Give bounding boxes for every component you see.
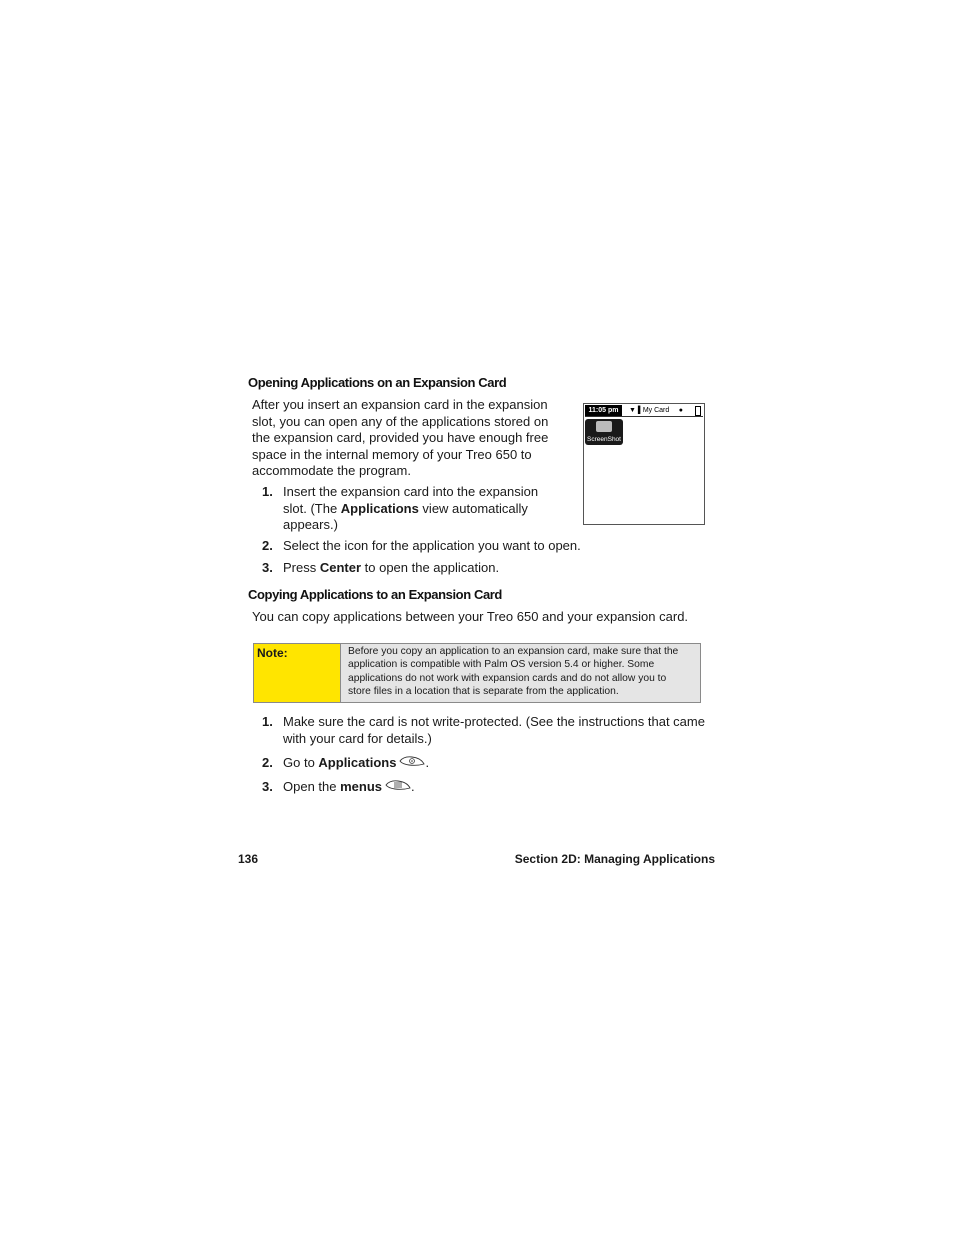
- note-line: applications do not work with expansion cards and do not allow you to: [348, 672, 667, 684]
- intro-line: space in the internal memory of your Treo 650 to: [252, 446, 532, 462]
- menu-key-icon: [385, 779, 411, 796]
- step-number: 3.: [262, 779, 273, 794]
- device-clock: 11:05 pm: [585, 405, 622, 416]
- step-text: [283, 779, 415, 796]
- step-number: 3.: [262, 560, 273, 575]
- step-text: appears.): [283, 517, 338, 533]
- center-term: Center: [319, 560, 362, 575]
- section-title-footer: Section 2D: Managing Applications: [514, 852, 715, 866]
- section-intro-copying: You can copy applications between your Treo 650 and your expansion card.: [252, 609, 689, 624]
- intro-line: slot, you can open any of the applications stored on: [252, 413, 549, 429]
- applications-term: Applications: [318, 755, 397, 770]
- step-text-part: to open the application.: [361, 560, 500, 575]
- section-intro-opening: [252, 397, 572, 480]
- step-text: Insert the expansion card into the expansion: [283, 484, 539, 499]
- note-box: [253, 643, 701, 703]
- applications-key-icon: [399, 755, 425, 772]
- list-item: [262, 538, 662, 555]
- step-text-part: slot. (The: [283, 500, 341, 516]
- step-text-part: .: [411, 779, 415, 794]
- app-graphic-icon: [596, 421, 612, 432]
- step-text: Select the icon for the application you want to open.: [283, 538, 581, 553]
- device-title-bar: [585, 405, 703, 417]
- step-text: Make sure the card is not write-protected. (See the instructions that came: [283, 714, 705, 729]
- step-number: 1.: [262, 714, 273, 729]
- note-line: Before you copy an application to an expansion card, make sure that the: [348, 646, 679, 657]
- section-heading-copying: Copying Applications to an Expansion Card: [248, 587, 502, 602]
- note-text: [348, 645, 698, 699]
- intro-line: accommodate the program.: [252, 463, 411, 479]
- page-number: 136: [238, 852, 259, 866]
- list-item: [262, 714, 722, 748]
- list-item: [262, 755, 562, 773]
- device-category-picker: ▼ ▌My Card: [629, 407, 670, 414]
- step-number: 2.: [262, 755, 273, 770]
- battery-icon: [695, 406, 701, 416]
- step-text: [283, 755, 429, 772]
- app-label: ScreenShot: [587, 436, 621, 443]
- screenshot-app-icon: [585, 419, 623, 445]
- list-item: [262, 779, 562, 797]
- intro-line: the expansion card, provided you have enough free: [252, 430, 549, 446]
- step-text-part: Open the: [283, 779, 341, 794]
- intro-line: After you insert an expansion card in the expansion: [252, 397, 548, 412]
- step-number: 2.: [262, 538, 273, 553]
- step-number: 1.: [262, 484, 273, 499]
- step-text-part: .: [425, 755, 430, 770]
- step-text: [283, 501, 563, 518]
- step-text-part: Press: [283, 560, 320, 575]
- signal-icon: ●: [678, 407, 683, 414]
- step-text: [283, 560, 499, 577]
- device-screenshot: [583, 403, 705, 525]
- note-line: store files in a location that is separate from the application.: [348, 686, 619, 698]
- note-label: Note:: [254, 644, 341, 702]
- step-text-part: view automatically: [418, 500, 528, 516]
- note-line: application is compatible with Palm OS version 5.4 or higher. Some: [348, 659, 655, 671]
- step-text: with your card for details.): [283, 730, 432, 746]
- list-item: [262, 484, 562, 534]
- step-text-part: Go to: [283, 755, 319, 770]
- section-heading-opening: Opening Applications on an Expansion Card: [248, 375, 507, 390]
- applications-term: Applications: [340, 500, 419, 516]
- menus-term: menus: [340, 779, 383, 794]
- list-item: [262, 560, 662, 577]
